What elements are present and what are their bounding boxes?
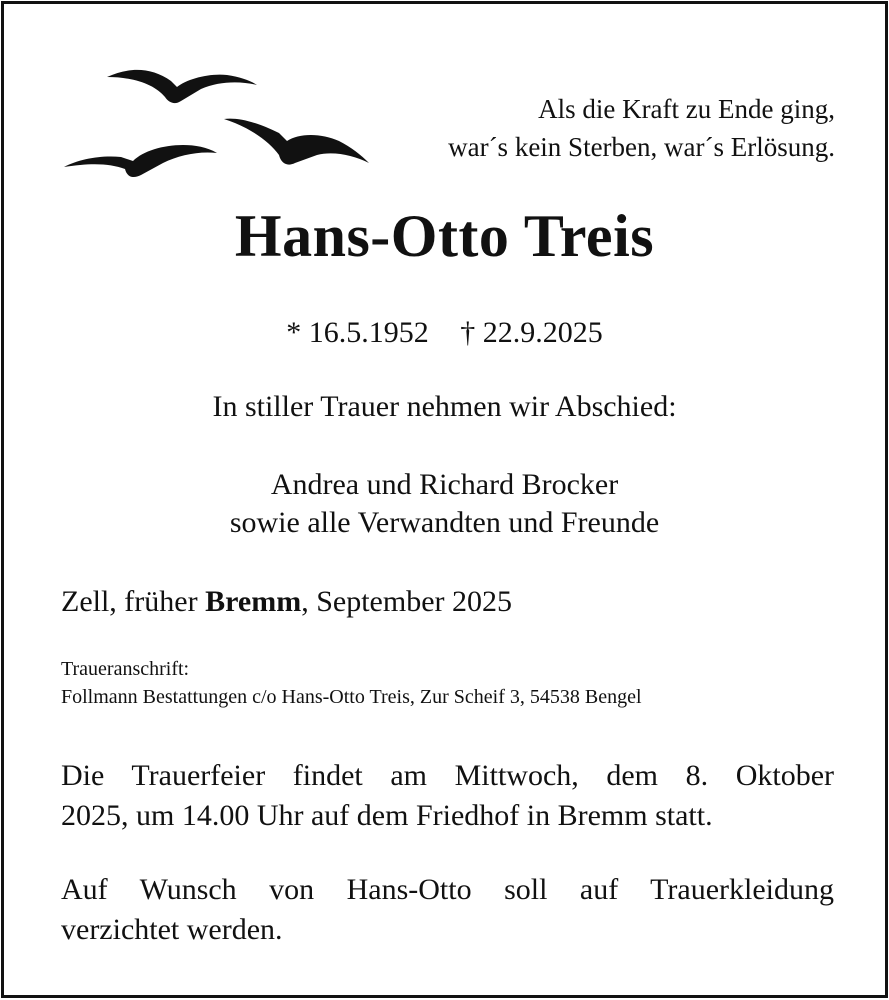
flying-birds-icon (59, 59, 379, 189)
place-bold: Bremm (205, 585, 302, 618)
place-prefix: Zell, früher (61, 585, 206, 618)
quote-line-1: Als die Kraft zu Ende ging, (538, 94, 835, 124)
place-suffix: , September 2025 (301, 585, 512, 618)
ceremony-info (61, 756, 834, 836)
address-label: Traueranschrift: (61, 658, 190, 680)
wish-line-1: Auf Wunsch von Hans-Otto soll auf Trauerkleidung (61, 873, 834, 906)
wish-line-2: verzichtet werden. (61, 913, 283, 946)
place-date (61, 582, 512, 622)
clothing-wish (61, 870, 834, 950)
mourning-address (61, 655, 642, 711)
death-date: † 22.9.2025 (460, 316, 603, 349)
ceremony-line-2: 2025, um 14.00 Uhr auf dem Friedhof in Bremm statt. (61, 799, 713, 832)
address-line: Follmann Bestattungen c/o Hans-Otto Treis, Zur Scheif 3, 54538 Bengel (61, 686, 642, 708)
life-dates (4, 313, 885, 353)
mourners (4, 466, 885, 542)
mourners-line-1: Andrea und Richard Brocker (270, 468, 619, 501)
quote (448, 90, 835, 166)
birth-date: * 16.5.1952 (286, 316, 429, 349)
deceased-name: Hans-Otto Treis (234, 203, 655, 269)
farewell-intro: In stiller Trauer nehmen wir Abschied: (212, 390, 677, 423)
obituary-card (1, 1, 888, 998)
ceremony-line-1: Die Trauerfeier findet am Mittwoch, dem 8. Oktober (61, 759, 834, 792)
quote-line-2: war´s kein Sterben, war´s Erlösung. (448, 132, 835, 162)
mourners-line-2: sowie alle Verwandten und Freunde (229, 506, 660, 539)
